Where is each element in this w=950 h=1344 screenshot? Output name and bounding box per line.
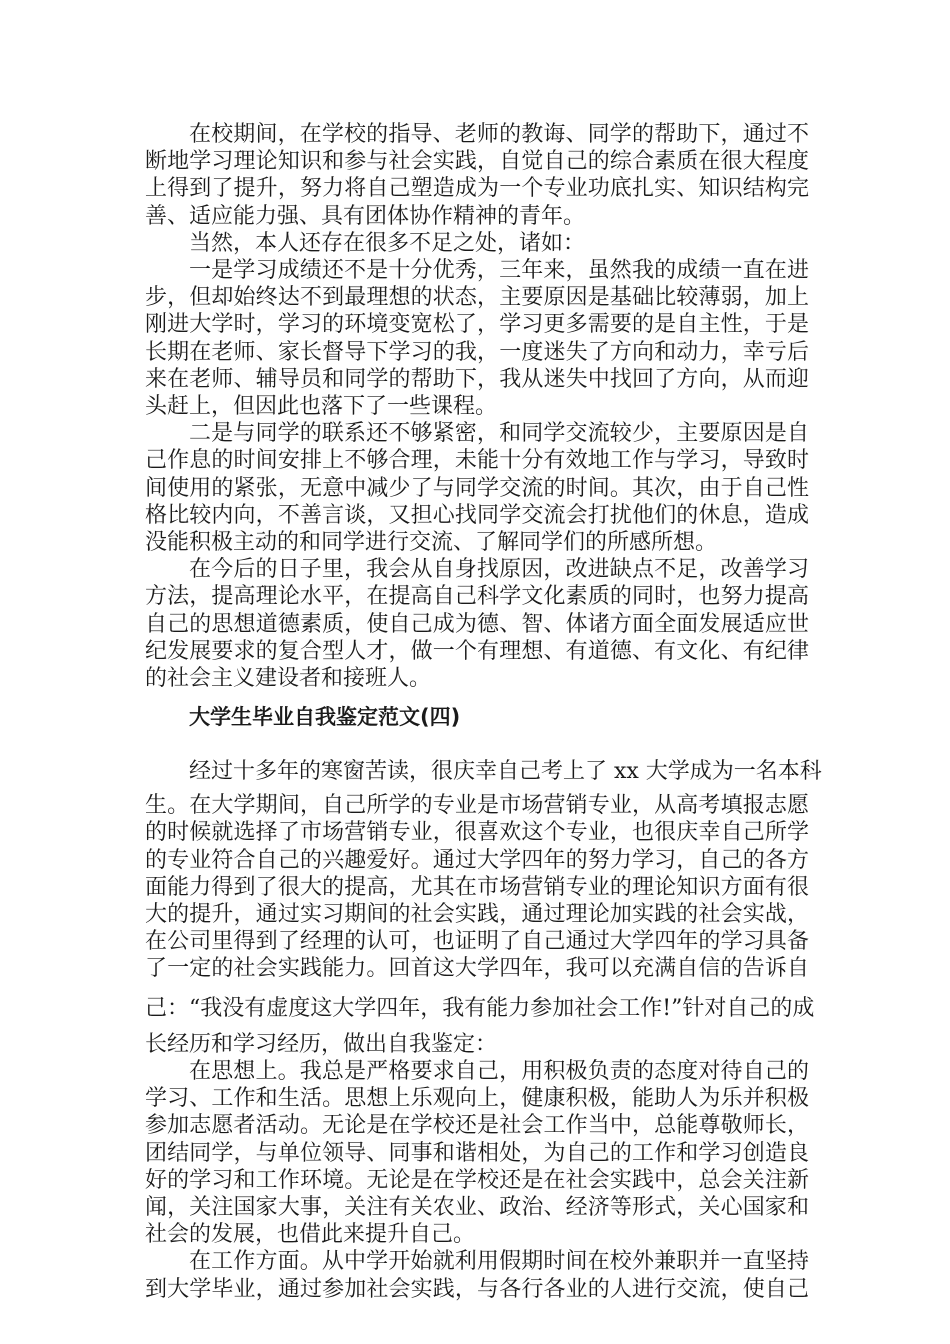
paragraph-school-period xyxy=(145,121,809,230)
text-line: 头赶上，但因此也落下了一些课程。 xyxy=(145,394,498,420)
text-line: 长经历和学习经历，做出自我鉴定： xyxy=(145,1031,498,1057)
text-line: 生。在大学期间，自己所学的专业是市场营销专业，从高考填报志愿 xyxy=(145,793,809,819)
text-line: 到大学毕业，通过参加社会实践，与各行各业的人进行交流，使自己 xyxy=(145,1276,809,1302)
text-line: 团结同学，与单位领导、同事和谐相处，为自己的工作和学习创造良 xyxy=(145,1140,809,1166)
text-line: 经过十多年的寒窗苦读，很庆幸自己考上了 xx 大学成为一名本科 xyxy=(189,759,822,785)
text-line: 在工作方面。从中学开始就利用假期时间在校外兼职并一直坚持 xyxy=(189,1249,809,1275)
text-line: 二是与同学的联系还不够紧密，和同学交流较少，主要原因是自 xyxy=(189,421,809,447)
text-line: 善、适应能力强、具有团体协作精神的青年。 xyxy=(145,203,586,229)
text-line: 了一定的社会实践能力。回首这大学四年，我可以充满自信的告诉自 xyxy=(145,956,809,982)
text-line: 在今后的日子里，我会从自身找原因，改进缺点不足，改善学习 xyxy=(189,557,809,583)
section-heading: 大学生毕业自我鉴定范文(四) xyxy=(189,705,461,730)
paragraph-shortcoming-one xyxy=(145,257,809,420)
text-line: 好的学习和工作环境。无论是在学校还是在社会实践中，总会关注新 xyxy=(145,1167,809,1193)
paragraph-university-intro xyxy=(145,752,822,1058)
text-line: 社会的发展，也借此来提升自己。 xyxy=(145,1222,476,1248)
text-line: 上得到了提升，努力将自己塑造成为一个专业功底扎实、知识结构完 xyxy=(145,176,809,202)
text-line: 参加志愿者活动。无论是在学校还是社会工作当中，总能尊敬师长， xyxy=(145,1113,809,1139)
paragraph-future-plans xyxy=(145,556,809,692)
paragraph-work xyxy=(145,1248,809,1302)
text-line: 的专业符合自己的兴趣爱好。通过大学四年的努力学习，自己的各方 xyxy=(145,847,809,873)
text-line: 在公司里得到了经理的认可，也证明了自己通过大学四年的学习具备 xyxy=(145,929,809,955)
text-line: 步，但却始终达不到最理想的状态，主要原因是基础比较薄弱，加上 xyxy=(145,285,809,311)
text-line: 间使用的紧张，无意中减少了与同学交流的时间。其次，由于自己性 xyxy=(145,475,809,501)
text-line: 己作息的时间安排上不够合理，未能十分有效地工作与学习，导致时 xyxy=(145,448,809,474)
text-line: 己：“我没有虚度这大学四年，我有能力参加社会工作!”针对自己的成 xyxy=(145,995,815,1021)
text-line: 一是学习成绩还不是十分优秀，三年来，虽然我的成绩一直在进 xyxy=(189,258,809,284)
text-line: 断地学习理论知识和参与社会实践，自觉自己的综合素质在很大程度 xyxy=(145,149,809,175)
text-line: 方法，提高理论水平，在提高自己科学文化素质的同时，也努力提高 xyxy=(145,584,809,610)
text-line: 学习、工作和生活。思想上乐观向上，健康积极，能助人为乐并积极 xyxy=(145,1086,809,1112)
document-body xyxy=(145,121,822,1303)
spacer xyxy=(145,731,809,752)
paragraph-ideology xyxy=(145,1058,809,1248)
text-line: 纪发展要求的复合型人才，做一个有理想、有道德、有文化、有纪律 xyxy=(145,638,809,664)
text-line: 来在老师、辅导员和同学的帮助下，我从迷失中找回了方向，从而迎 xyxy=(145,366,809,392)
text-line: 格比较内向，不善言谈，又担心找同学交流会打扰他们的休息，造成 xyxy=(145,502,809,528)
text-line: 长期在老师、家长督导下学习的我，一度迷失了方向和动力，幸亏后 xyxy=(145,339,809,365)
text-line: 当然，本人还存在很多不足之处，诸如： xyxy=(189,230,586,256)
text-line: 没能积极主动的和同学进行交流、了解同学们的所感所想。 xyxy=(145,530,718,556)
text-line: 在校期间，在学校的指导、老师的教诲、同学的帮助下，通过不 xyxy=(189,122,809,147)
paragraph-shortcomings-intro xyxy=(145,230,809,257)
text-line: 面能力得到了很大的提高，尤其在市场营销专业的理论知识方面有很 xyxy=(145,874,809,900)
text-line: 在思想上。我总是严格要求自己，用积极负责的态度对待自己的 xyxy=(189,1058,809,1084)
text-line: 的社会主义建设者和接班人。 xyxy=(145,666,432,692)
text-line: 大的提升，通过实习期间的社会实践，通过理论加实践的社会实战， xyxy=(145,902,809,928)
paragraph-shortcoming-two xyxy=(145,420,809,556)
text-line: 的时候就选择了市场营销专业，很喜欢这个专业，也很庆幸自己所学 xyxy=(145,820,809,846)
text-line: 刚进大学时，学习的环境变宽松了，学习更多需要的是自主性，于是 xyxy=(145,312,809,338)
text-line: 自己的思想道德素质，使自己成为德、智、体诸方面全面发展适应世 xyxy=(145,611,809,637)
text-line: 闻，关注国家大事，关注有关农业、政治、经济等形式，关心国家和 xyxy=(145,1194,809,1220)
